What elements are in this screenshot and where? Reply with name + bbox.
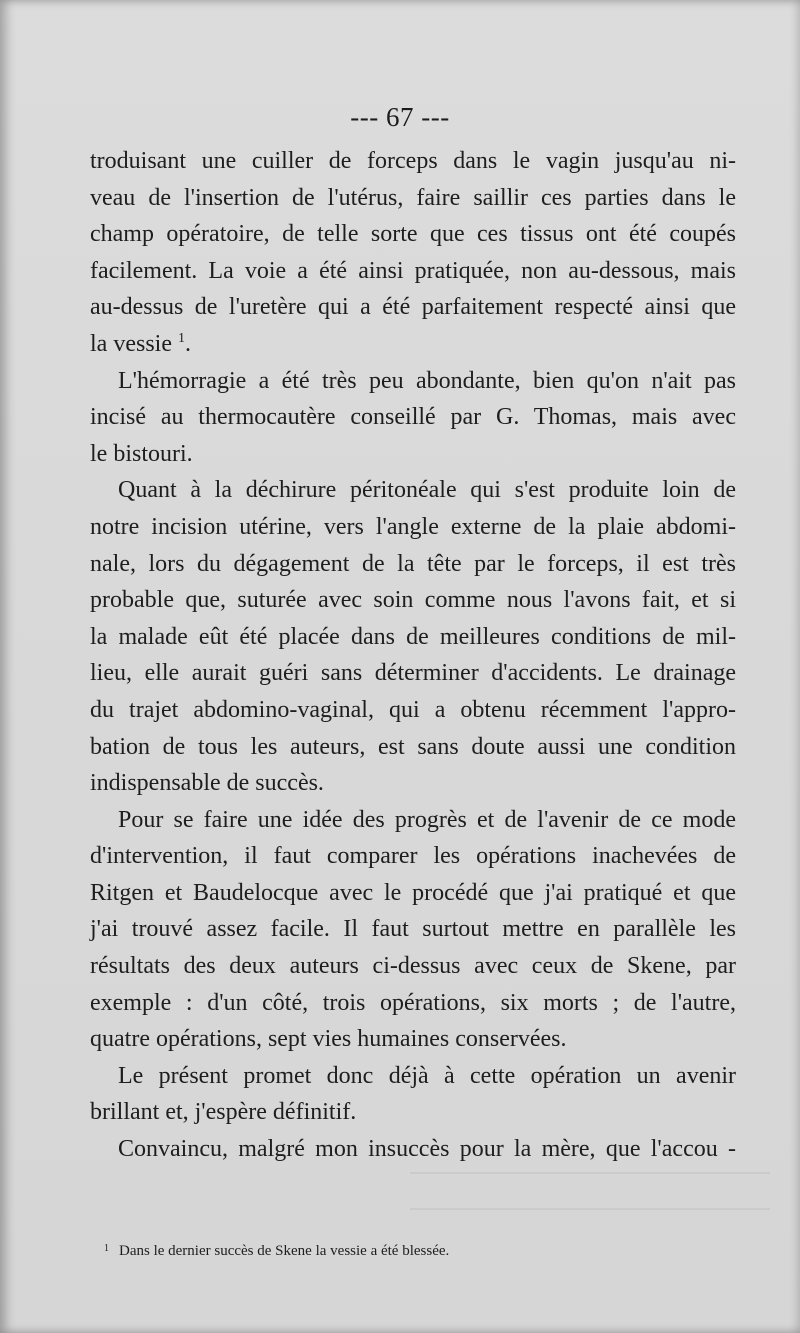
paragraph [90,143,736,363]
text-line: brillant et, j'espère définitif. [90,1099,357,1126]
text-line: j'ai trouvé assez facile. Il faut surtout mettre en parallèle les [90,916,736,943]
text-line: Ritgen et Baudelocque avec le procédé que j'ai pratiqué et que [90,879,736,906]
text-line: Quant à la déchirure péritonéale qui s'est produite loin de [118,477,736,504]
text-line: la malade eût été placée dans de meilleures conditions de mil- [90,623,736,650]
text-fragment: . [184,330,191,357]
text-line: notre incision utérine, vers l'angle externe de la plaie abdomi- [90,513,736,540]
paragraph [90,1058,736,1131]
text-line: d'intervention, il faut comparer les opérations inachevées de [90,843,736,870]
text-line: incisé au thermocautère conseillé par G. Thomas, mais avec [90,404,736,431]
text-line: troduisant une cuiller de forceps dans le vagin jusqu'au ni- [90,148,736,174]
text-line: du trajet abdomino-vaginal, qui a obtenu récemment l'appro- [90,696,736,723]
text-line: probable que, suturée avec soin comme nous l'avons fait, et si [90,587,736,614]
text-line: lieu, elle aurait guéri sans déterminer d'accidents. Le drainage [90,660,736,687]
text-line: exemple : d'un côté, trois opérations, six morts ; de l'autre, [90,989,736,1016]
text-fragment: la vessie [90,330,172,357]
text-line: Convaincu, malgré mon insuccès pour la mère, que l'accou - [118,1136,736,1163]
paragraph [90,472,736,801]
text-line: veau de l'insertion de l'utérus, faire saillir ces parties dans le [90,184,736,211]
text-line: quatre opérations, sept vies humaines conservées. [90,1026,567,1053]
paragraph [90,802,736,1058]
text-line: au-dessus de l'uretère qui a été parfaitement respecté ainsi que [90,294,736,321]
text-line: facilement. La voie a été ainsi pratiquée, non au-dessous, mais [90,257,736,284]
footnote-mark: 1 [104,1243,109,1254]
text-line: bation de tous les auteurs, est sans doute aussi une condition [90,733,736,760]
body-text [90,143,736,1168]
text-line: champ opératoire, de telle sorte que ces tissus ont été coupés [90,221,736,248]
text-line: nale, lors du dégagement de la tête par le forceps, il est très [90,550,736,577]
paragraph [90,363,736,473]
footnote-reference: 1 [177,330,185,346]
text-line: indispensable de succès. [90,770,324,797]
text-line: le bistouri. [90,440,193,467]
text-line: Pour se faire une idée des progrès et de l'avenir de ce mode [118,806,736,833]
text-line [90,326,736,363]
text-line: L'hémorragie a été très peu abondante, bien qu'on n'ait pas [118,367,736,394]
text-line: Le présent promet donc déjà à cette opération un avenir [118,1062,736,1089]
footnote-text: Dans le dernier succès de Skene la vessie a été blessée. [119,1243,450,1259]
show-through-shadow [410,1150,770,1210]
footnote [104,1243,724,1260]
page-number: --- 67 --- [350,102,450,132]
text-line: résultats des deux auteurs ci-dessus avec ceux de Skene, par [90,953,736,980]
